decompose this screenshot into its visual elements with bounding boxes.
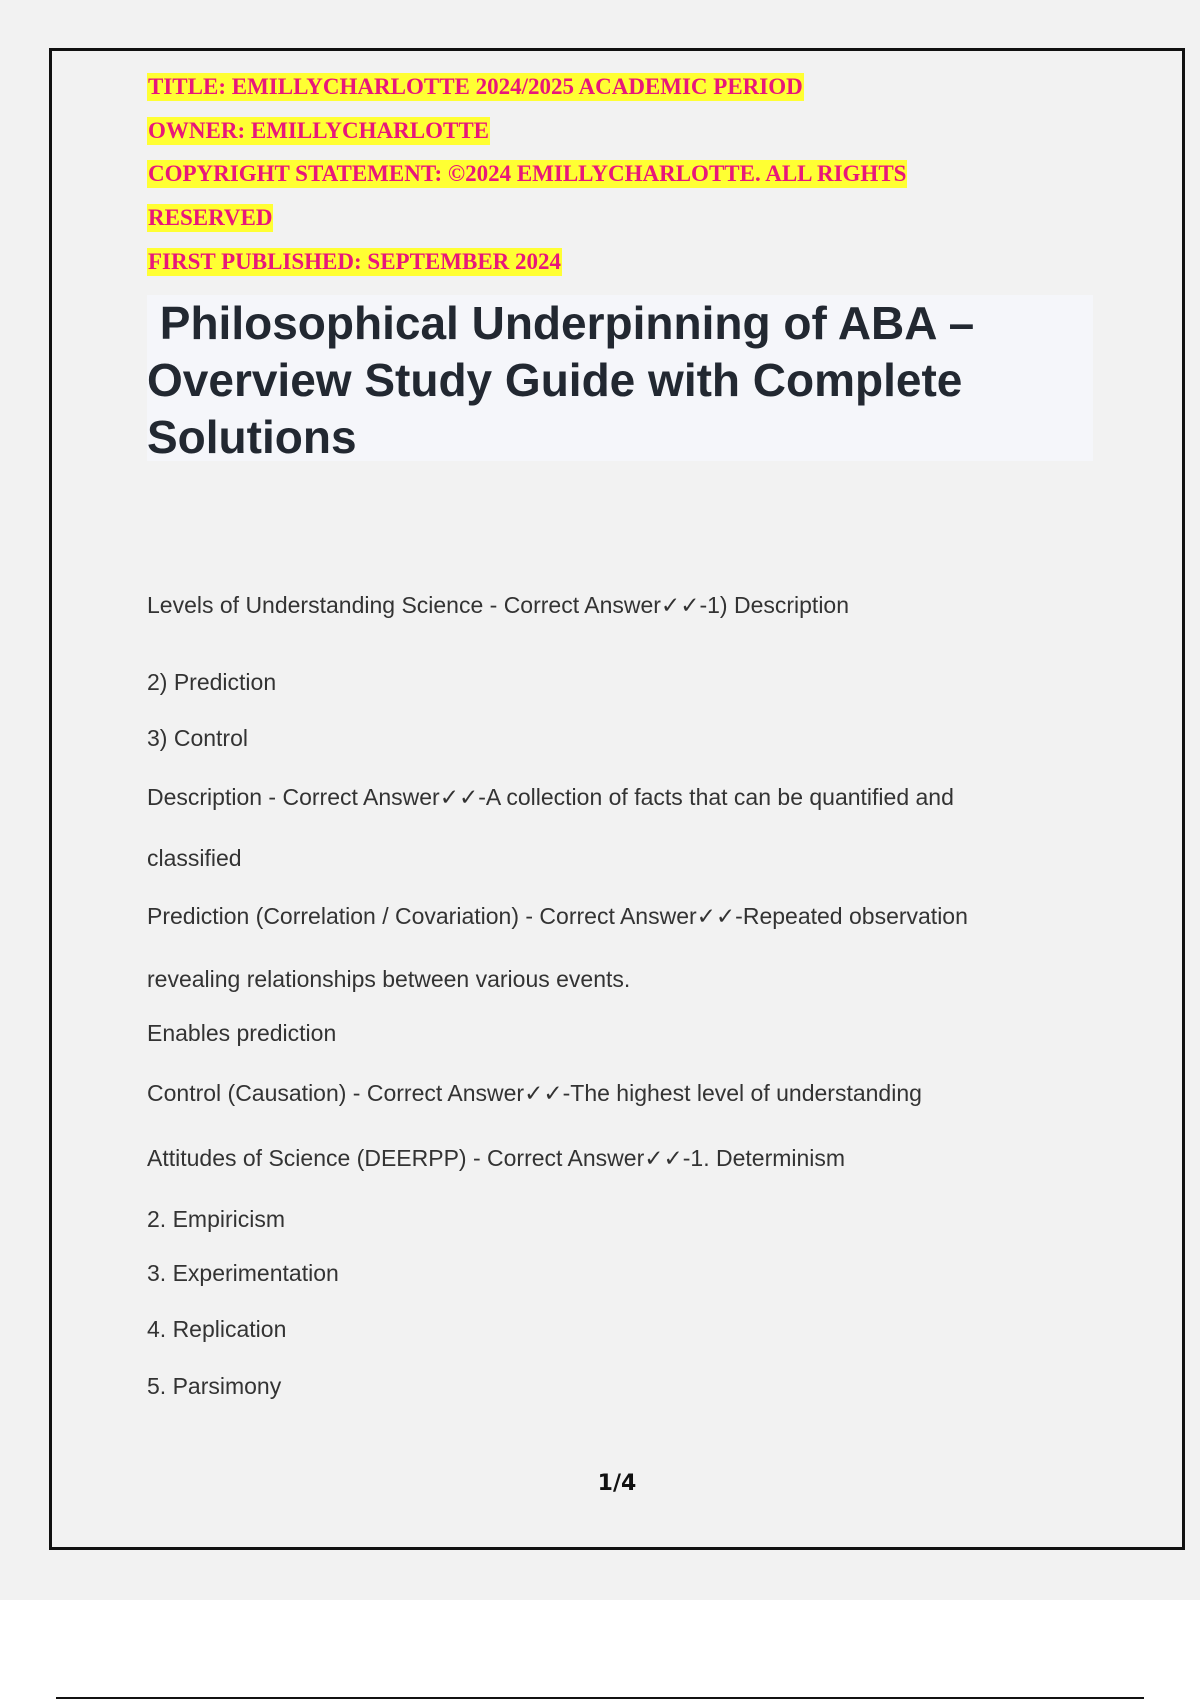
document-title-line: Overview Study Guide with Complete: [147, 354, 963, 406]
content-line: revealing relationships between various events.: [147, 966, 631, 992]
content-line: Description - Correct Answer✓✓-A collection of facts that can be quantified and: [147, 784, 954, 810]
content-line: Enables prediction: [147, 1020, 337, 1046]
meta-copyright-line: COPYRIGHT STATEMENT: ©2024 EMILLYCHARLOTTE. ALL RIGHTS: [148, 161, 907, 186]
content-line: 2. Empiricism: [147, 1206, 286, 1232]
content-line: 5. Parsimony: [147, 1373, 282, 1399]
document-title-line: Philosophical Underpinning of ABA –: [147, 297, 975, 349]
content-line: 3) Control: [147, 725, 248, 751]
document-page: [49, 48, 1185, 1550]
content-line: classified: [147, 845, 242, 871]
content-line: Attitudes of Science (DEERPP) - Correct Answer✓✓-1. Determinism: [147, 1145, 846, 1171]
content-line: Control (Causation) - Correct Answer✓✓-The highest level of understanding: [147, 1080, 922, 1106]
meta-published-line: FIRST PUBLISHED: SEPTEMBER 2024: [148, 249, 562, 274]
document-title: [147, 295, 1093, 466]
page-number: 1/4: [597, 1471, 637, 1496]
content-line: Levels of Understanding Science - Correct Answer✓✓-1) Description: [147, 592, 850, 618]
content-line: 3. Experimentation: [147, 1260, 339, 1286]
content-line: 4. Replication: [147, 1316, 287, 1342]
meta-title-line: TITLE: EMILLYCHARLOTTE 2024/2025 ACADEMIC PERIOD: [148, 74, 803, 99]
content-line: 2) Prediction: [147, 669, 277, 695]
document-title-box: [147, 295, 1093, 461]
footer-divider: [56, 1697, 1144, 1699]
content-line: Prediction (Correlation / Covariation) - Correct Answer✓✓-Repeated observation: [147, 903, 968, 929]
meta-copyright-line-continued: RESERVED: [148, 205, 273, 230]
meta-owner-line: OWNER: EMILLYCHARLOTTE: [148, 118, 490, 143]
document-title-line: Solutions: [147, 411, 357, 463]
